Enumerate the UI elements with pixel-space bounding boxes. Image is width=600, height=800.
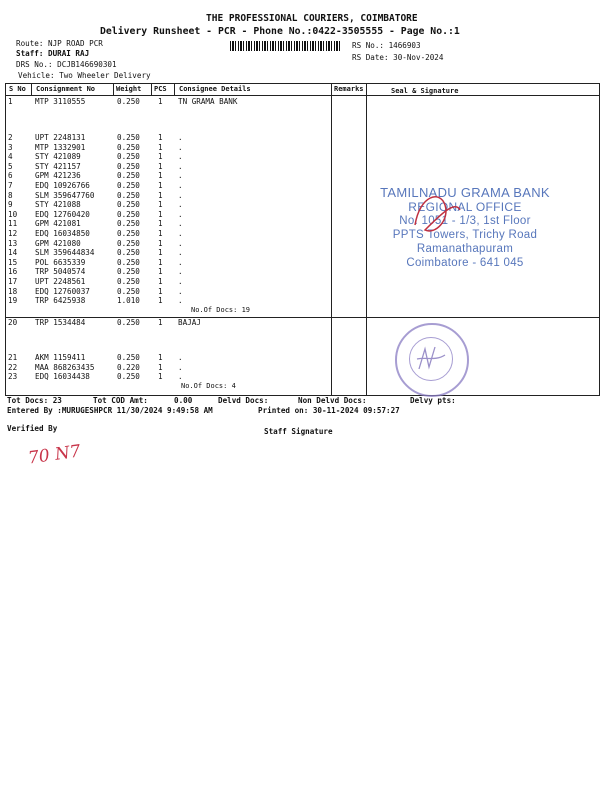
stamp-line: PPTS Towers, Trichy Road xyxy=(392,229,538,241)
cell-pcs: 1 xyxy=(158,171,163,181)
cell-sno: 1 xyxy=(8,97,13,106)
col-pcs: PCS xyxy=(154,85,167,93)
group2-doc-count: No.Of Docs: 4 xyxy=(181,382,236,390)
cell-sno: 19 xyxy=(8,296,18,306)
cell-sno: 10 xyxy=(8,209,18,219)
group1-doc-count: No.Of Docs: 19 xyxy=(191,306,251,314)
delivered-docs: Delvd Docs: xyxy=(218,396,269,405)
cell-wt: 0.250 xyxy=(117,267,140,277)
cell-cno: MTP 3110555 xyxy=(35,97,86,106)
cell-details: . xyxy=(178,286,183,296)
cell-pcs: 1 xyxy=(158,277,163,286)
cell-wt: 0.250 xyxy=(117,142,140,152)
cell-cno: EDQ 10926766 xyxy=(35,181,90,190)
cell-details: . xyxy=(178,142,183,152)
cell-wt: 0.250 xyxy=(117,229,140,238)
stamp-line: Coimbatore - 641 045 xyxy=(406,257,524,269)
printed-on: Printed on: 30-11-2024 09:57:27 xyxy=(258,406,400,415)
cell-pcs: 1 xyxy=(158,219,163,229)
cell-cno: EDQ 12760420 xyxy=(35,209,90,219)
cell-sno: 9 xyxy=(8,200,13,210)
cell-sno: 23 xyxy=(8,372,18,381)
rs-date: RS Date: 30-Nov-2024 xyxy=(352,53,444,62)
cell-sno: 12 xyxy=(8,229,18,238)
cell-details: . xyxy=(178,296,183,306)
cell-wt: 0.250 xyxy=(117,171,140,181)
cell-pcs: 1 xyxy=(158,152,163,162)
cell-wt: 0.250 xyxy=(117,248,140,258)
cell-cno: UPT 2248131 xyxy=(35,133,86,142)
cell-sno: 13 xyxy=(8,238,18,248)
cell-sno: 4 xyxy=(8,152,13,162)
cell-wt: 0.250 xyxy=(117,190,140,200)
cell-cno: TRP 6425938 xyxy=(35,296,86,306)
cell-pcs: 1 xyxy=(158,296,163,306)
cell-details: . xyxy=(178,133,183,142)
col-seal: Seal & Signature xyxy=(391,87,459,95)
total-docs: Tot Docs: 23 xyxy=(7,396,62,405)
cell-pcs: 1 xyxy=(158,238,163,248)
cell-sno: 8 xyxy=(8,190,13,200)
runsheet-title: Delivery Runsheet - PCR - Phone No.:0422-3505555 - Page No.:1 xyxy=(100,26,460,37)
cell-wt: 0.250 xyxy=(117,97,140,106)
cell-details: . xyxy=(178,267,183,277)
col-consignee: Consignee Details xyxy=(179,85,251,93)
stamp-line: No. 1051 - 1/3, 1st Floor xyxy=(399,215,531,227)
cell-cno: UPT 2248561 xyxy=(35,277,86,286)
col-remarks: Remarks xyxy=(334,85,364,93)
cell-pcs: 1 xyxy=(158,257,163,267)
cell-cno: TRP 1534484 xyxy=(35,318,86,327)
stamp-line: REGIONAL OFFICE xyxy=(408,200,522,214)
cell-details: . xyxy=(178,257,183,267)
signature-scribble xyxy=(400,185,470,245)
cell-cno: MTP 1332901 xyxy=(35,142,86,152)
cell-sno: 11 xyxy=(8,219,18,229)
cell-cno: GPM 421080 xyxy=(35,238,81,248)
col-sno: S No xyxy=(9,85,26,93)
cell-sno: 22 xyxy=(8,362,18,372)
cell-wt: 0.250 xyxy=(117,257,140,267)
cell-cno: MAA 868263435 xyxy=(35,362,95,372)
col-weight: Weight xyxy=(116,85,142,93)
cell-pcs: 1 xyxy=(158,209,163,219)
cell-details: . xyxy=(178,219,183,229)
cell-details: . xyxy=(178,161,183,171)
cell-sno: 20 xyxy=(8,318,18,327)
stamp-line: TAMILNADU GRAMA BANK xyxy=(380,185,550,200)
cell-pcs: 1 xyxy=(158,248,163,258)
cell-wt: 0.250 xyxy=(117,238,140,248)
cell-wt: 0.250 xyxy=(117,209,140,219)
cell-details: . xyxy=(178,353,183,362)
cell-cno: SLM 359644834 xyxy=(35,248,95,258)
cell-pcs: 1 xyxy=(158,286,163,296)
total-cod-label: Tot COD Amt: xyxy=(93,396,148,405)
cell-cno: TRP 5040574 xyxy=(35,267,86,277)
seal-signature-icon xyxy=(411,339,451,379)
cell-sno: 18 xyxy=(8,286,18,296)
col-consignment: Consignment No xyxy=(36,85,96,93)
cell-cno: GPM 421081 xyxy=(35,219,81,229)
cell-details: . xyxy=(178,229,183,238)
cell-sno: 15 xyxy=(8,257,18,267)
cell-pcs: 1 xyxy=(158,190,163,200)
cell-wt: 0.250 xyxy=(117,219,140,229)
cell-pcs: 1 xyxy=(158,267,163,277)
cell-details: . xyxy=(178,372,183,381)
cell-cno: STY 421088 xyxy=(35,200,81,210)
cell-details: BAJAJ xyxy=(178,318,201,327)
cell-cno: EDQ 16034438 xyxy=(35,372,90,381)
cell-wt: 0.250 xyxy=(117,133,140,142)
cell-details: . xyxy=(178,171,183,181)
company-name: THE PROFESSIONAL COURIERS, COIMBATORE xyxy=(206,13,418,24)
cell-pcs: 1 xyxy=(158,229,163,238)
cell-wt: 1.010 xyxy=(117,296,140,306)
cell-wt: 0.250 xyxy=(117,286,140,296)
cell-sno: 21 xyxy=(8,353,18,362)
verified-by-label: Verified By xyxy=(7,424,58,433)
rs-number: RS No.: 1466903 xyxy=(352,41,421,50)
cell-wt: 0.250 xyxy=(117,152,140,162)
non-delivered-docs: Non Delvd Docs: xyxy=(298,396,367,405)
delivery-points: Delvy pts: xyxy=(410,396,456,405)
cell-pcs: 1 xyxy=(158,161,163,171)
cell-cno: SLM 359647760 xyxy=(35,190,95,200)
cell-sno: 3 xyxy=(8,142,13,152)
cell-details: . xyxy=(178,190,183,200)
cell-details: . xyxy=(178,248,183,258)
cell-pcs: 1 xyxy=(158,97,163,106)
cell-wt: 0.220 xyxy=(117,362,140,372)
cell-sno: 17 xyxy=(8,277,18,286)
cell-sno: 6 xyxy=(8,171,13,181)
vehicle-label: Vehicle: Two Wheeler Delivery xyxy=(18,71,151,80)
cell-wt: 0.250 xyxy=(117,200,140,210)
cell-sno: 16 xyxy=(8,267,18,277)
cell-details: . xyxy=(178,152,183,162)
cell-cno: EDQ 12760037 xyxy=(35,286,90,296)
cell-details: . xyxy=(178,277,183,286)
cell-pcs: 1 xyxy=(158,142,163,152)
cell-sno: 5 xyxy=(8,161,13,171)
cell-details: TN GRAMA BANK xyxy=(178,97,238,106)
cell-cno: EDQ 16034850 xyxy=(35,229,90,238)
handwritten-note: 70 N7 xyxy=(26,441,82,469)
cell-pcs: 1 xyxy=(158,353,163,362)
cell-wt: 0.250 xyxy=(117,318,140,327)
cell-wt: 0.250 xyxy=(117,353,140,362)
cell-sno: 2 xyxy=(8,133,13,142)
cell-pcs: 1 xyxy=(158,181,163,190)
cell-wt: 0.250 xyxy=(117,161,140,171)
cell-pcs: 1 xyxy=(158,362,163,372)
cell-cno: GPM 421236 xyxy=(35,171,81,181)
cell-pcs: 1 xyxy=(158,372,163,381)
cell-pcs: 1 xyxy=(158,133,163,142)
cell-wt: 0.250 xyxy=(117,372,140,381)
cell-details: . xyxy=(178,181,183,190)
cell-cno: AKM 1159411 xyxy=(35,353,86,362)
cell-pcs: 1 xyxy=(158,200,163,210)
route-label: Route: NJP ROAD PCR xyxy=(16,39,103,48)
staff-label: Staff: DURAI RAJ xyxy=(16,49,90,58)
total-cod-amount: 0.00 xyxy=(174,396,193,405)
stamp-line: Ramanathapuram xyxy=(416,243,514,255)
cell-cno: POL 6635339 xyxy=(35,257,86,267)
cell-details: . xyxy=(178,362,183,372)
cell-sno: 14 xyxy=(8,248,18,258)
cell-details: . xyxy=(178,238,183,248)
cell-cno: STY 421089 xyxy=(35,152,81,162)
cell-pcs: 1 xyxy=(158,318,163,327)
company-seal xyxy=(395,323,469,397)
drs-number: DRS No.: DCJB146690301 xyxy=(16,60,117,69)
cell-sno: 7 xyxy=(8,181,13,190)
staff-signature-label: Staff Signature xyxy=(264,427,333,436)
cell-cno: STY 421157 xyxy=(35,161,81,171)
cell-wt: 0.250 xyxy=(117,277,140,286)
entered-by: Entered By :MURUGESHPCR 11/30/2024 9:49:58 AM xyxy=(7,406,213,415)
cell-details: . xyxy=(178,200,183,210)
cell-details: . xyxy=(178,209,183,219)
cell-wt: 0.250 xyxy=(117,181,140,190)
